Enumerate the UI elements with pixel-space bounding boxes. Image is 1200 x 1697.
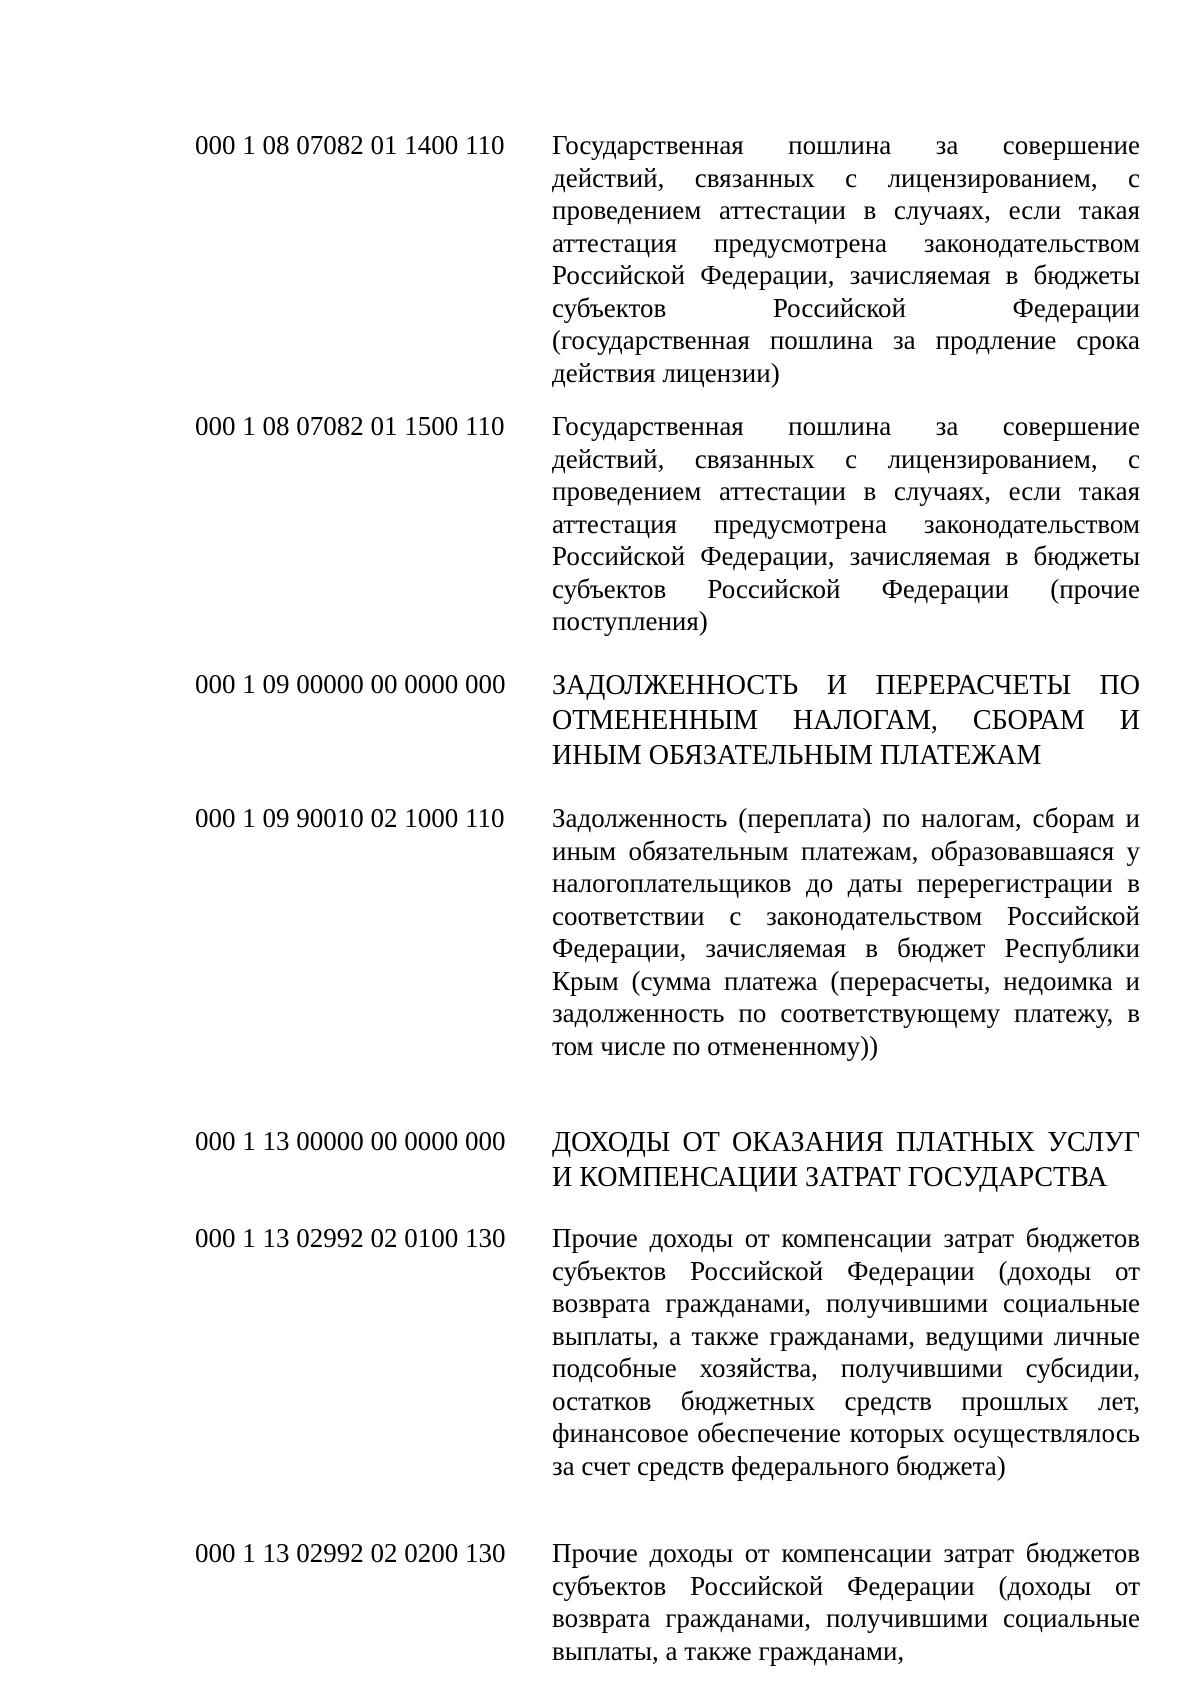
section-heading: ЗАДОЛЖЕННОСТЬ И ПЕРЕРАСЧЕТЫ ПО ОТМЕНЕННЫМ НАЛОГАМ, СБОРАМ И ИНЫМ ОБЯЗАТЕЛЬНЫМ ПЛАТЕЖАМ xyxy=(552,670,1140,771)
budget-code: 000 1 08 07082 01 1400 110 xyxy=(195,130,505,160)
budget-code: 000 1 09 00000 00 0000 000 xyxy=(195,669,506,699)
income-description: Государственная пошлина за совершение действий, связанных с лицензированием, с проведением аттестации в случаях, если такая аттестация предусмотрена законодательством Российской Федерации, зачисляемая в бюджеты субъектов Российской Федерации (прочие поступления) xyxy=(552,411,1140,636)
budget-code: 000 1 09 90010 02 1000 110 xyxy=(195,803,505,833)
section-heading: ДОХОДЫ ОТ ОКАЗАНИЯ ПЛАТНЫХ УСЛУГ И КОМПЕНСАЦИИ ЗАТРАТ ГОСУДАРСТВА xyxy=(552,1127,1140,1193)
budget-code: 000 1 08 07082 01 1500 110 xyxy=(195,411,505,441)
budget-code: 000 1 13 02992 02 0100 130 xyxy=(195,1223,506,1253)
budget-code: 000 1 13 00000 00 0000 000 xyxy=(195,1126,506,1156)
budget-code: 000 1 13 02992 02 0200 130 xyxy=(195,1538,506,1568)
income-description: Государственная пошлина за совершение действий, связанных с лицензированием, с проведением аттестации в случаях, если такая аттестация предусмотрена законодательством Российской Федерации, зачисляемая в бюджеты субъектов Российской Федерации (государственная пошлина за продление срока действия лицензии) xyxy=(552,130,1140,388)
income-description: Задолженность (переплата) по налогам, сборам и иным обязательным платежам, образовавшаяся у налогоплательщиков до даты перерегистрации в соответствии с законодательством Российской Федерации, зачисляемая в бюджет Республики Крым (сумма платежа (перерасчеты, недоимка и задолженность по соответствующему платежу, в том числе по отмененному)) xyxy=(552,803,1140,1061)
income-description: Прочие доходы от компенсации затрат бюджетов субъектов Российской Федерации (доходы от возврата гражданами, получившими социальные выплаты, а также гражданами, xyxy=(552,1538,1140,1666)
income-description: Прочие доходы от компенсации затрат бюджетов субъектов Российской Федерации (доходы от возврата гражданами, получившими социальные выплаты, а также гражданами, ведущими личные подсобные хозяйства, получившими субсидии, остатков бюджетных средств прошлых лет, финансовое обеспечение которых осуществлялось за счет средств федерального бюджета) xyxy=(552,1223,1140,1481)
